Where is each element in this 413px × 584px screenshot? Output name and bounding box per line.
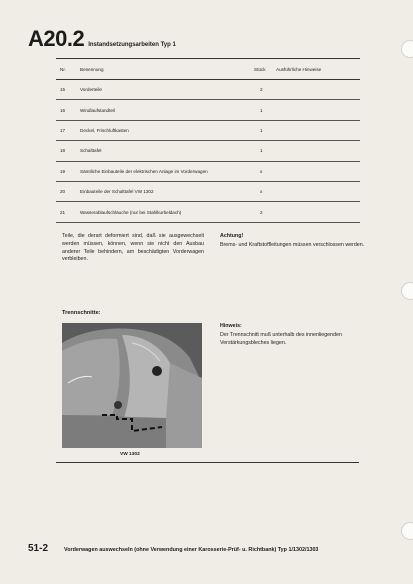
- row-qty: 1: [260, 148, 263, 154]
- divider: [56, 462, 359, 463]
- row-name: Vorderteile: [80, 87, 102, 93]
- row-nr: 20: [60, 189, 66, 195]
- table-row: [56, 100, 360, 120]
- attention-text: Brems- und Kraftstoffleitungen müssen verschlossen werden.: [220, 241, 365, 248]
- row-name: Windlaufstandteil: [80, 107, 115, 113]
- table-row: [56, 202, 360, 222]
- punch-hole: [401, 282, 413, 300]
- row-qty: x: [260, 189, 263, 195]
- row-qty: 2: [260, 209, 263, 215]
- note-left: Teile, die derart deformiert sind, daß sie ausgewechselt werden müssen, können, wenn sie nicht den Ausbau anderer Teile behindern, am beschädigten Vorderwagen verbleiben.: [62, 233, 204, 263]
- row-name: Deckel, Frischluftkasten: [80, 127, 129, 133]
- row-nr: 15: [60, 87, 66, 93]
- row-nr: 19: [60, 168, 66, 174]
- row-name: Schalttafel: [80, 148, 102, 154]
- row-nr: 16: [60, 107, 66, 113]
- page-footer: [28, 543, 388, 554]
- footer-title: Vorderwagen auswechseln (ohne Verwendung einer Karosserie-Prüf- u. Richtbank) Typ 1/1302/1303: [64, 547, 319, 553]
- parts-table: [56, 58, 360, 223]
- col-remark: Ausführliche Hinweise: [276, 66, 322, 72]
- punch-hole: [401, 522, 413, 540]
- cut-photo-illustration: [62, 323, 202, 448]
- page-header: [28, 26, 176, 52]
- row-qty: x: [260, 168, 263, 174]
- row-qty: 1: [260, 127, 263, 133]
- hint-text: Der Trennschnitt muß unterhalb des innenliegenden Verstärkungsbleches liegen.: [220, 331, 342, 346]
- punch-hole: [401, 40, 413, 58]
- table-row: [56, 162, 360, 182]
- section-subtitle: Instandsetzungsarbeiten Typ 1: [88, 42, 176, 48]
- attention-block: [220, 233, 370, 250]
- page-number: 51-2: [28, 543, 49, 554]
- row-nr: 17: [60, 127, 66, 133]
- col-qty: Stück: [254, 66, 266, 72]
- row-nr: 18: [60, 148, 66, 154]
- table-row: [56, 80, 360, 100]
- hint-label: Hinweis:: [220, 323, 242, 329]
- attention-label: Achtung!: [220, 233, 244, 239]
- table-row: [56, 182, 360, 202]
- row-qty: 1: [260, 107, 263, 113]
- col-nr: Nr.: [60, 66, 66, 72]
- section-code: A20.2: [28, 26, 85, 51]
- figure-caption: VW 1302: [120, 452, 140, 457]
- section-title: Trennschnitte:: [62, 310, 101, 316]
- row-nr: 21: [60, 209, 66, 215]
- row-qty: 2: [260, 87, 263, 93]
- row-name: Einbauteile der Schalttafel VW 1302: [80, 189, 154, 195]
- table-row: [56, 121, 360, 141]
- table-row: [56, 141, 360, 161]
- table-header: [56, 58, 360, 80]
- hint-block: [220, 323, 380, 347]
- row-name: Sämtliche Einbauteile der elektrischen Anlage im Vorderwagen: [80, 168, 208, 174]
- row-name: Wasserablaufschläuche (nur bei Stahlkurbeldach): [80, 209, 182, 215]
- col-name: Benennung: [80, 66, 104, 72]
- cut-photo: [62, 323, 202, 448]
